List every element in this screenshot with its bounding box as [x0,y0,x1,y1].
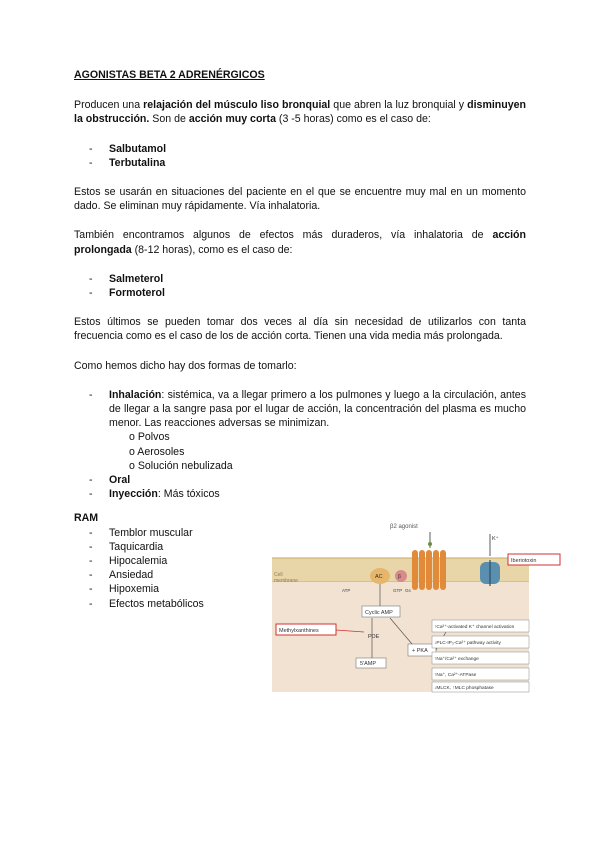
svg-text:Gs: Gs [405,588,411,593]
routes-list [74,388,526,431]
list-item: o Solución nebulizada [129,459,526,473]
list-item: o Polvos [129,430,526,444]
list-item-inhalation: - Inhalación: sistémica, va a llegar primero a los pulmones y luego a la circulación, antes de llegar a la sangre pasa por el lugar de acción, la concentración del plasma es mucho menor. Las reacciones adversas se minimizan. [74,388,526,431]
list-item: - Hipoxemia [74,582,526,596]
svg-text:↑Na⁺/Ca²⁺ exchange: ↑Na⁺/Ca²⁺ exchange [434,657,479,662]
svg-text:Cyclic AMP: Cyclic AMP [365,610,393,616]
svg-text:Methylxanthines: Methylxanthines [279,628,319,634]
list-item-injection: - Inyección: Más tóxicos [74,487,526,501]
svg-text:↓PLC-IP₃-Ca²⁺ pathway activity: ↓PLC-IP₃-Ca²⁺ pathway activity [434,641,501,646]
list-item: - Terbutalina [74,156,526,170]
list-item: - Hipocalemia [74,554,526,568]
g-protein [395,570,407,582]
short-acting-list [74,142,526,170]
agonist-label: β2 agonist [390,524,418,530]
paragraph-long-acting-use: Estos últimos se pueden tomar dos veces al día sin necesidad de utilizarlos con tanta frecuencia como es el caso de los de acción corta. Tienen una vida media más prolongada. [74,316,526,343]
paragraph-short-acting-use: Estos se usarán en situaciones del paciente en el que se encuentre muy mal en un momento dado. Se eliminan muy rápidamente. Vía inhalatoria. [74,186,526,213]
list-item: - Salbutamol [74,142,526,156]
svg-text:+ PKA: + PKA [412,648,428,654]
svg-text:AC: AC [375,574,383,580]
svg-text:PDE: PDE [368,634,380,640]
list-item: - Salmeterol [74,272,526,286]
svg-text:GTP: GTP [393,588,403,593]
svg-text:membrane: membrane [274,578,298,584]
svg-text:ATP: ATP [342,588,351,593]
list-item: - Taquicardia [74,540,526,554]
pathway-diagram [272,520,537,692]
paragraph-long-acting: También encontramos algunos de efectos más duraderos, vía inhalatoria de acción prolongada (8-12 horas), como es el caso de: [74,229,526,256]
svg-text:↑Ca²⁺-activated K⁺ channel act: ↑Ca²⁺-activated K⁺ channel activation [434,625,515,630]
paragraph-intro: Producen una relajación del músculo liso bronquial que abren la luz bronquial y disminuyen la obstrucción. Son de acción muy corta (3 -5 horas) como es el caso de: [74,99,527,126]
list-item: o Aerosoles [129,445,526,459]
svg-text:↑Na⁺, Ca²⁺-ATPase: ↑Na⁺, Ca²⁺-ATPase [434,673,477,678]
list-item: - Temblor muscular [74,526,526,540]
list-item: - Efectos metabólicos [74,597,526,611]
signaling-pathway-figure [272,520,537,692]
list-item-oral: - Oral [74,473,526,487]
list-item: - Ansiedad [74,568,526,582]
svg-text:β: β [398,574,401,580]
list-item: - Formoterol [74,286,526,300]
long-acting-list [74,272,526,300]
svg-text:↓MLCK, ↑MLC phosphatase: ↓MLCK, ↑MLC phosphatase [434,686,494,691]
page-title: AGONISTAS BETA 2 ADRENÉRGICOS [74,69,265,81]
paragraph-routes-intro: Como hemos dicho hay dos formas de tomarlo: [74,359,297,372]
svg-text:5'AMP: 5'AMP [360,661,377,667]
svg-text:K⁺: K⁺ [492,536,499,542]
inhalation-forms-list [74,430,526,473]
svg-text:Cell: Cell [274,572,283,578]
svg-text:Iberiotoxin: Iberiotoxin [511,558,537,564]
ram-heading: RAM [74,512,99,525]
